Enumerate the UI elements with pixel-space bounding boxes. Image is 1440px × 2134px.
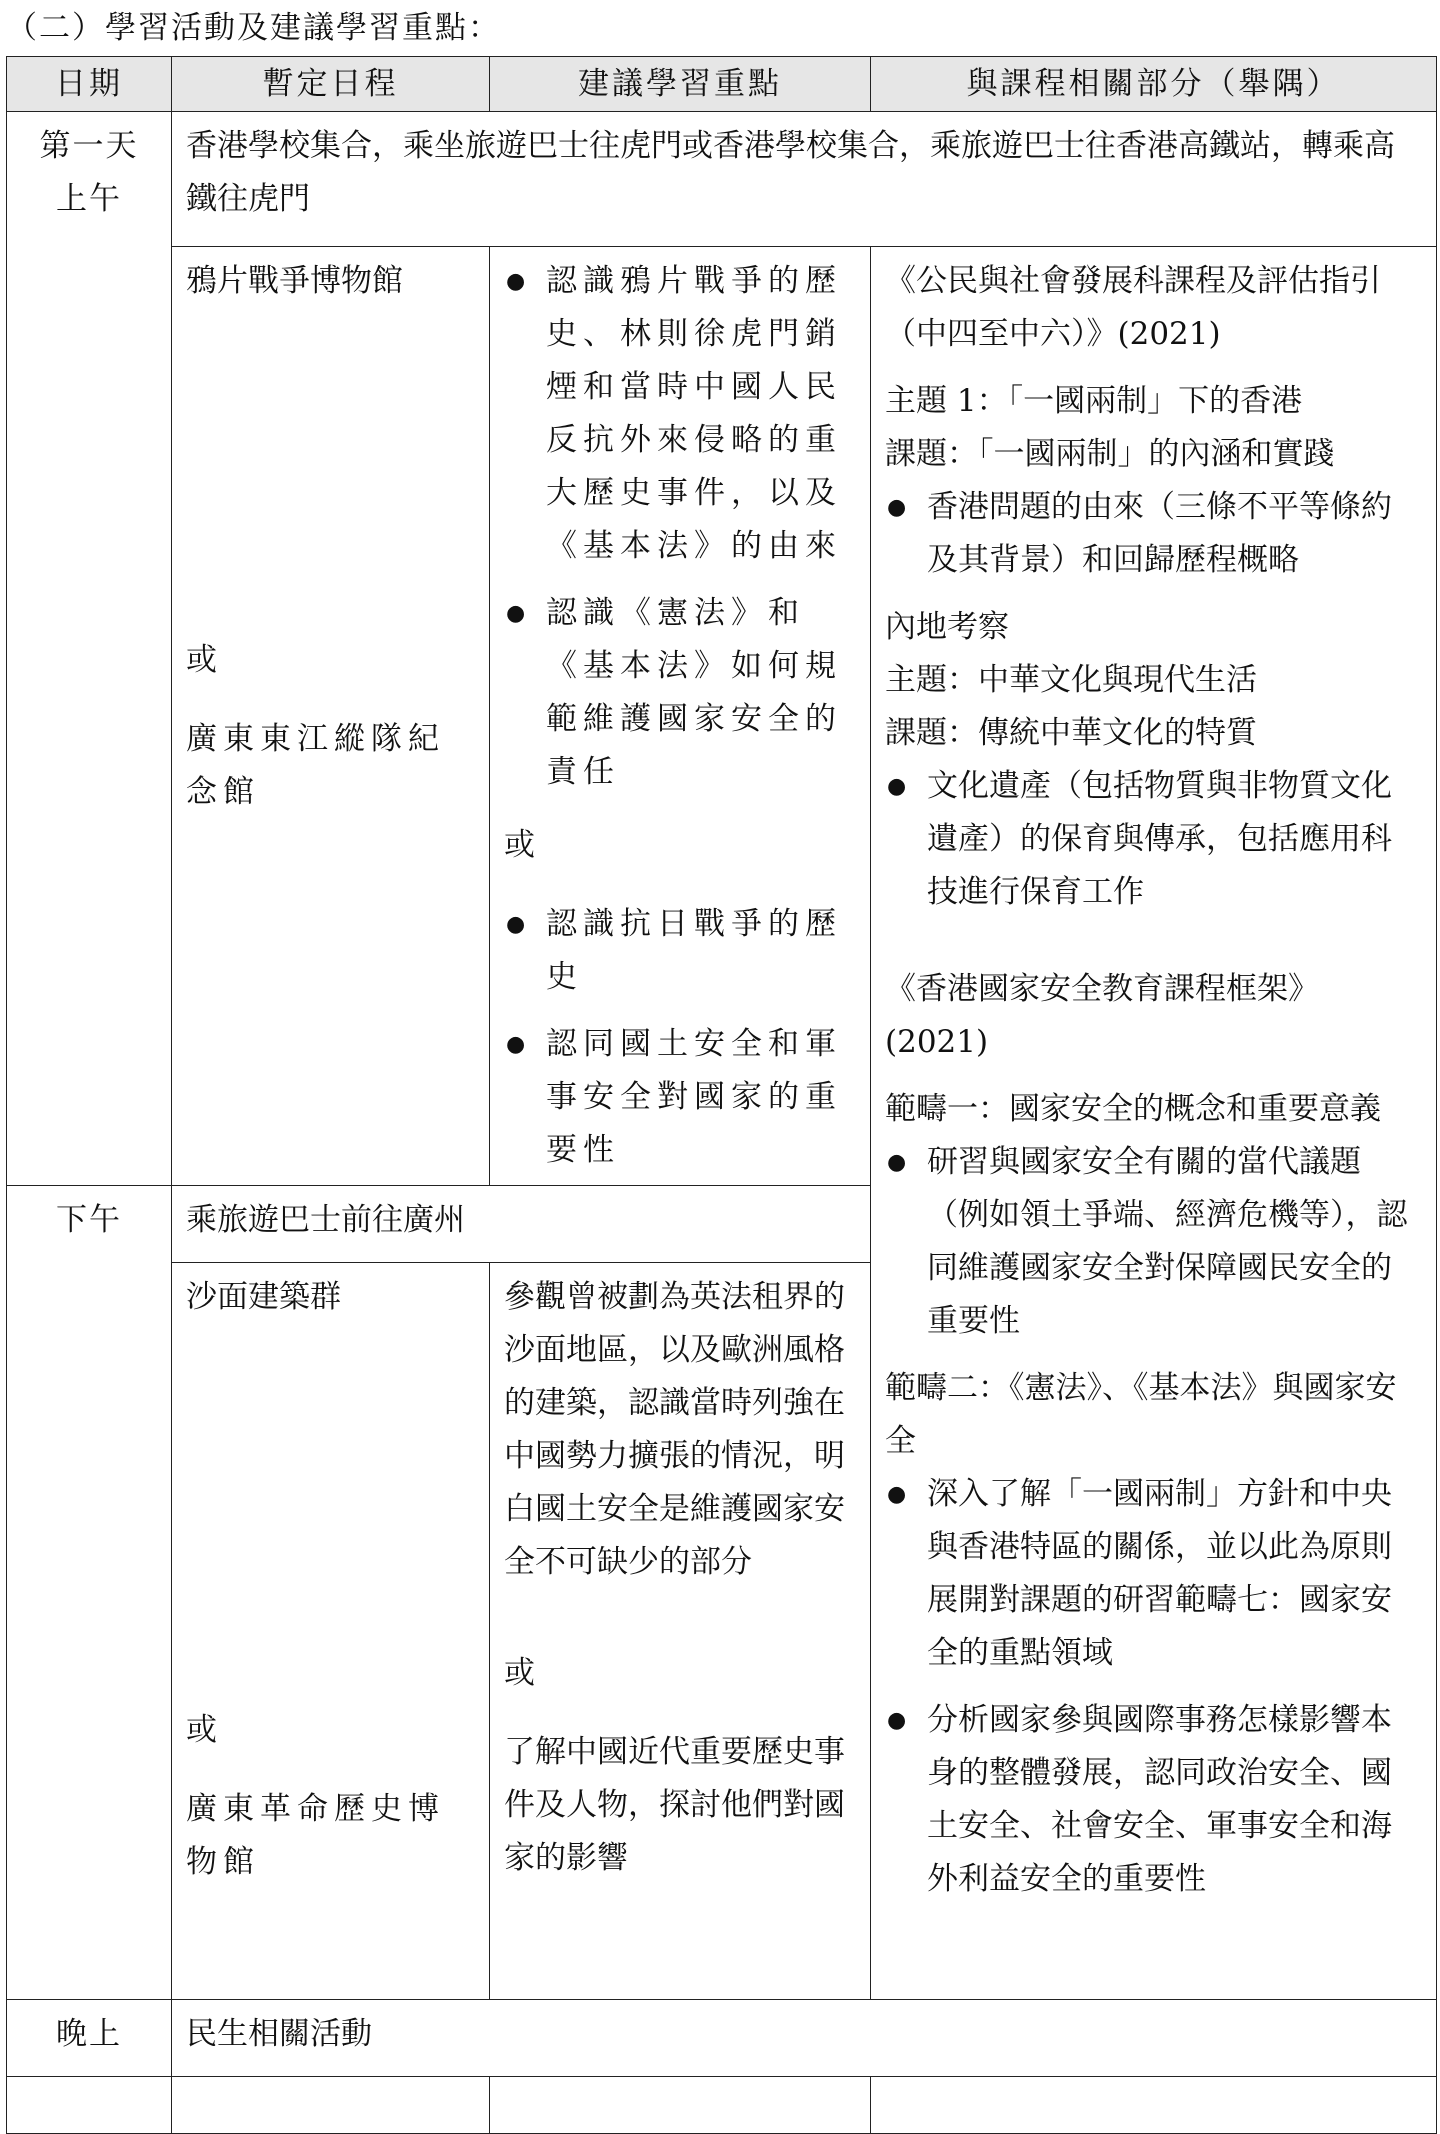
or-label: 或 [504,1655,535,1691]
venue-description: 參觀曾被劃為英法租界的沙面地區，以及歐洲風格的建築，認識當時列強在中國勢力擴張的情況，明白國土安全是維護國家安全不可缺少的部分 [504,1279,845,1580]
topic: 課題：傳統中華文化的特質 [885,715,1257,751]
day-label: 第一天 [39,128,139,164]
itinerary-table [6,56,1437,2134]
area-title: 範疇二：《憲法》、《基本法》與國家安全 [885,1370,1397,1459]
list-item: ● 深入了解「一國兩制」方針和中央與香港特區的關係，並以此為原則展開對課題的研習範疇七：國家安全的重點領域 [885,1468,1422,1680]
header-learning-focus: 建議學習重點 [490,57,871,112]
theme: 主題 1：「一國兩制」下的香港 [885,383,1303,419]
afternoon-venues-cell [172,1263,490,2000]
venue-name: 廣東東江縱隊紀念館 [186,721,445,810]
table-row [7,247,1437,1186]
or-label: 或 [504,827,535,863]
or-label: 或 [186,1712,217,1748]
list-item: ● 香港問題的由來（三條不平等條約及其背景）和回歸歷程概略 [885,481,1422,587]
theme: 主題：中華文化與現代生活 [885,662,1257,698]
venue-name: 沙面建築群 [186,1279,341,1315]
list-item: ● 認同國土安全和軍事安全對國家的重要性 [504,1018,856,1177]
table-row [7,2077,1437,2134]
day1-morning-cell [7,112,172,1186]
section-label: 內地考察 [885,609,1009,645]
list-item: ● 認識《憲法》和《基本法》如何規範維護國家安全的責任 [504,587,856,799]
area-title: 範疇一：國家安全的概念和重要意義 [885,1091,1381,1127]
morning-transport: 香港學校集合，乘坐旅遊巴士往虎門或香港學校集合，乘旅遊巴士往香港高鐵站，轉乘高鐵往虎門 [172,112,1437,247]
list-item: ● 認識抗日戰爭的歷史 [504,898,856,1004]
afternoon-focus-cell [490,1263,871,2000]
or-label: 或 [186,642,217,678]
header-schedule: 暫定日程 [172,57,490,112]
morning-venues-cell [172,247,490,1186]
list-item: ● 分析國家參與國際事務怎樣影響本身的整體發展，認同政治安全、國土安全、社會安全、軍事安全和海外利益安全的重要性 [885,1694,1422,1906]
morning-focus-cell [490,247,871,1186]
section-heading: （二）學習活動及建議學習重點： [6,10,501,46]
curriculum-cell [871,247,1437,2000]
list-item: ● 研習與國家安全有關的當代議題（例如領土爭端、經濟危機等），認同維護國家安全對保障國民安全的重要性 [885,1136,1422,1348]
header-curriculum: 與課程相關部分（舉隅） [871,57,1437,112]
doc-title: 《香港國家安全教育課程框架》(2021) [885,971,1319,1060]
afternoon-cell: 下午 [7,1186,172,2000]
afternoon-transport: 乘旅遊巴士前往廣州 [172,1186,871,1263]
evening-cell: 晚上 [7,2000,172,2077]
list-item: ● 認識鴉片戰爭的歷史、林則徐虎門銷煙和當時中國人民反抗外來侵略的重大歷史事件，以及《基本法》的由來 [504,255,856,573]
evening-activity: 民生相關活動 [172,2000,1437,2077]
header-date: 日期 [7,57,172,112]
doc-title: 《公民與社會發展科課程及評估指引（中四至中六）》(2021) [885,263,1381,352]
table-header-row [7,57,1437,112]
venue-name: 廣東革命歷史博物館 [186,1791,445,1880]
table-row [7,112,1437,247]
list-item: ● 文化遺產（包括物質與非物質文化遺產）的保育與傳承，包括應用科技進行保育工作 [885,760,1422,919]
topic: 課題：「一國兩制」的內涵和實踐 [885,436,1335,472]
period-label: 上午 [56,181,122,217]
venue-name: 鴉片戰爭博物館 [186,263,403,299]
venue-description: 了解中國近代重要歷史事件及人物，探討他們對國家的影響 [504,1734,845,1876]
table-row [7,2000,1437,2077]
